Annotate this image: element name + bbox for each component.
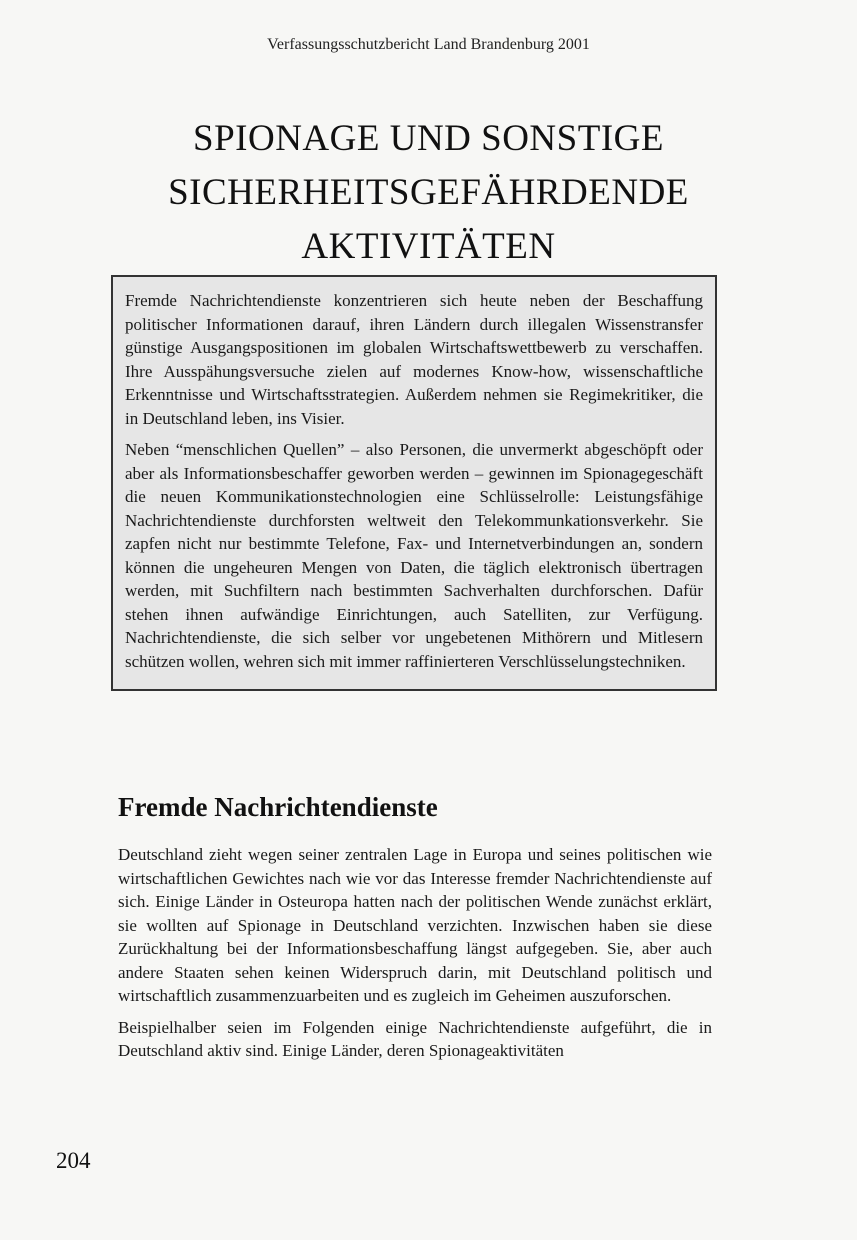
title-line-1: SPIONAGE UND SONSTIGE	[193, 118, 664, 159]
page-number: 204	[56, 1148, 91, 1173]
page-title	[60, 112, 797, 274]
section-body	[118, 843, 712, 1071]
title-line-3: AKTIVITÄTEN	[301, 226, 556, 267]
intro-summary-box	[111, 275, 717, 691]
intro-paragraph-2: Neben “menschlichen Quellen” – also Personen, die unvermerkt abgeschöpft oder aber als Informationsbeschaffer geworben werden – gewinnen im Spionagegeschäft die neuen Kommunikationstechnologien eine Schlüsselrolle: Leistungsfähige Nachrichtendienste durchforsten weltweit den Telekommunkationsverkehr. Sie zapfen nicht nur bestimmte Telefone, Fax- und Internetverbindungen an, sondern können die ungeheuren Mengen von Daten, die täglich elektronisch übertragen werden, mit Suchfiltern nach bestimmten Sachverhalten durchforschen. Dafür stehen ihnen aufwändige Einrichtungen, auch Satelliten, zur Verfügung. Nachrichtendienste, die sich selber vor ungebetenen Mithörern und Mitlesern schützen wollen, wehren sich mit immer raffinierteren Verschlüsselungstechniken.	[125, 440, 703, 671]
section-heading: Fremde Nachrichtendienste	[118, 792, 438, 822]
running-head: Verfassungsschutzbericht Land Brandenburg 2001	[267, 36, 590, 53]
body-paragraph-2: Beispielhalber seien im Folgenden einige Nachrichtendienste aufgeführt, die in Deutschland aktiv sind. Einige Länder, deren Spionageaktivitäten	[118, 1017, 712, 1060]
intro-paragraph-1: Fremde Nachrichtendienste konzentrieren sich heute neben der Beschaffung politischer Informationen darauf, ihren Ländern durch illegalen Wissenstransfer günstige Ausgangspositionen im globalen Wirtschaftswettbewerb zu verschaffen. Ihre Ausspähungsversuche zielen auf modernes Know-how, wissenschaftliche Erkenntnisse und Wirtschaftsstrategien. Außerdem nehmen sie Regimekritiker, die in Deutschland leben, ins Visier.	[125, 291, 703, 428]
title-line-2: SICHERHEITSGEFÄHRDENDE	[168, 172, 689, 213]
body-paragraph-1: Deutschland zieht wegen seiner zentralen Lage in Europa und seines politischen wie wirtschaftlichen Gewichtes nach wie vor das Interesse fremder Nachrichtendienste auf sich. Einige Länder in Osteuropa hatten nach der politischen Wende zunächst erklärt, sie wollten auf Spionage in Deutschland verzichten. Inzwischen haben sie diese Zurückhaltung bei der Informationsbeschaffung längst aufgegeben. Sie, aber auch andere Staaten sehen keinen Widerspruch darin, mit Deutschland politisch und wirtschaftlich zusammenzuarbeiten und es zugleich im Geheimen auszuforschen.	[118, 845, 712, 1005]
